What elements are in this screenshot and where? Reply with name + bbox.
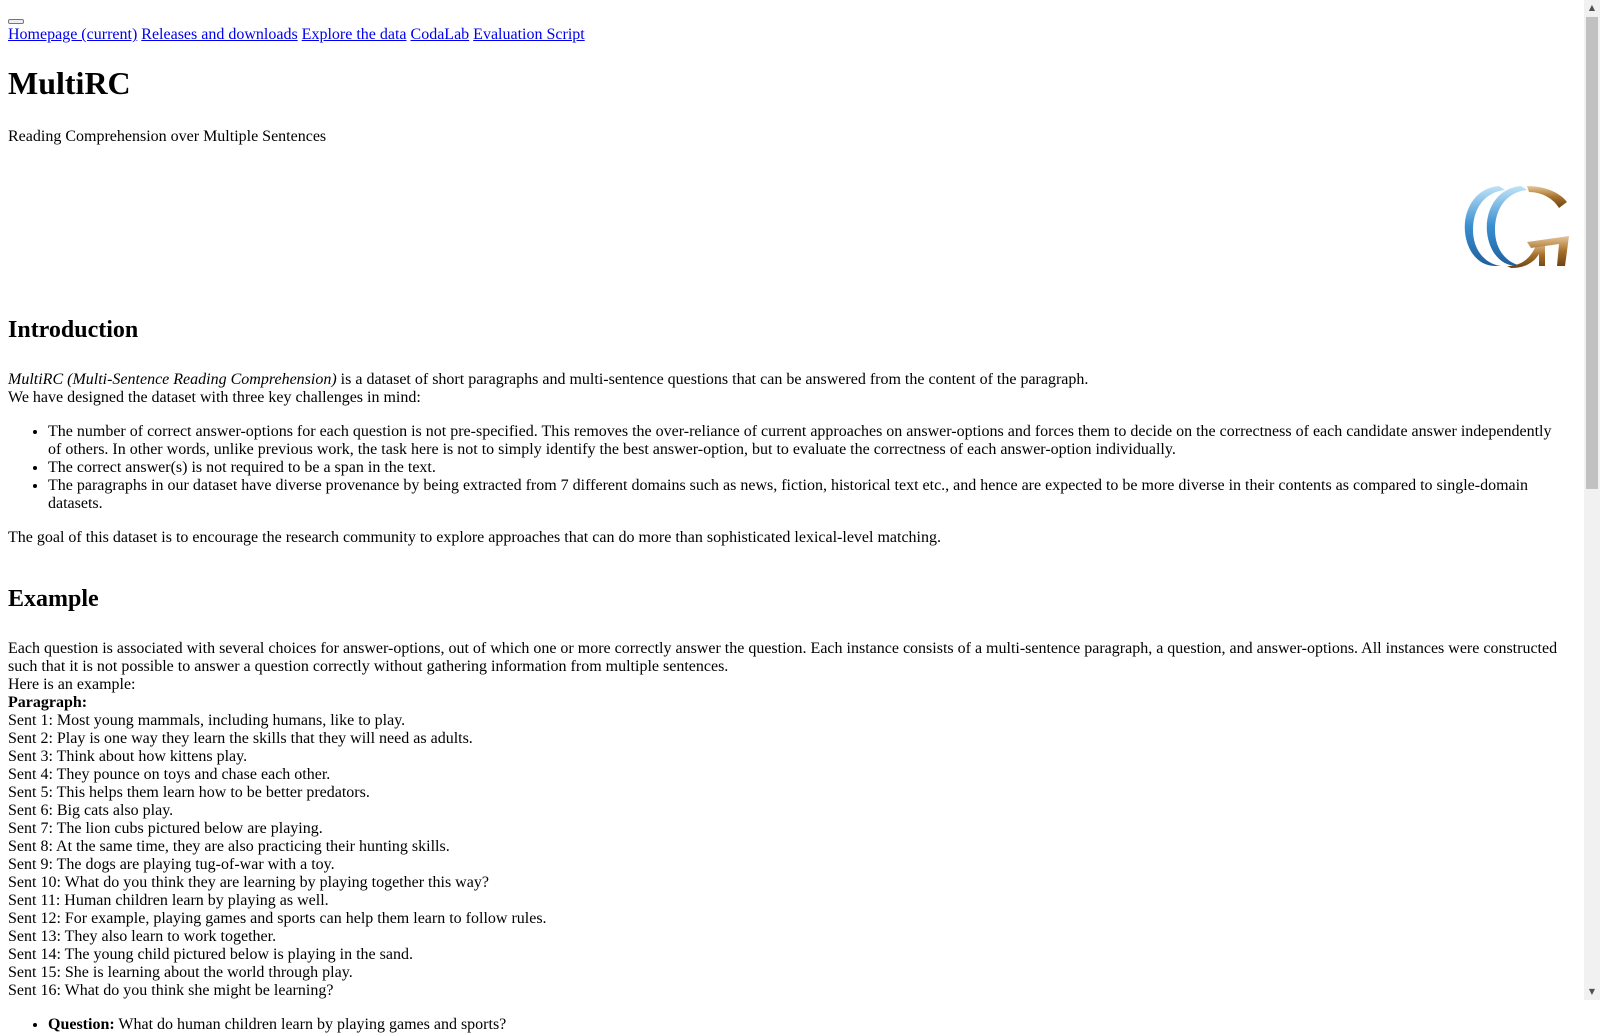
list-item: • The paragraphs in our dataset have diverse provenance by being extracted from 7 different domains such as news, fiction, historical text etc., and hence are expected to be more diverse in their contents as compared to single-domain datasets. (48, 477, 1560, 513)
scroll-up-arrow-icon[interactable]: ▲ (1588, 3, 1596, 12)
logo-row (8, 160, 1560, 280)
sentence: Sent 1: Most young mammals, including humans, like to play. (8, 712, 406, 729)
dataset-description: is a dataset of short paragraphs and multi-sentence questions that can be answered from the content of the paragraph. (336, 371, 1089, 388)
challenges-list (8, 423, 1560, 513)
page-subtitle: Reading Comprehension over Multiple Sentences (8, 128, 327, 145)
sentence: Sent 11: Human children learn by playing as well. (8, 892, 329, 909)
question-text: What do human children learn by playing games and sports? (114, 1016, 507, 1033)
paragraph-label (8, 694, 1560, 712)
scroll-down-arrow-icon[interactable]: ▼ (1588, 987, 1596, 996)
page-title: MultiRC (8, 65, 131, 101)
nav-link-evaluation-script[interactable]: Evaluation Script (473, 26, 585, 43)
nav-link-releases[interactable]: Releases and downloads (141, 26, 298, 43)
sentence: Sent 13: They also learn to work together. (8, 928, 277, 945)
introduction-heading: Introduction (8, 317, 139, 343)
sentence: Sent 7: The lion cubs pictured below are playing. (8, 820, 323, 837)
question-item (48, 1016, 1560, 1034)
top-nav (8, 26, 1560, 44)
sentence: Sent 12: For example, playing games and sports can help them learn to follow rules. (8, 910, 547, 927)
paragraph-label-text: Paragraph: (8, 694, 88, 711)
sentence: Sent 9: The dogs are playing tug-of-war with a toy. (8, 856, 335, 873)
nav-link-codalab[interactable]: CodaLab (410, 26, 470, 43)
sentence: Sent 8: At the same time, they are also practicing their hunting skills. (8, 838, 450, 855)
sentence: Sent 3: Think about how kittens play. (8, 748, 248, 765)
example-intro: Here is an example: (8, 676, 136, 693)
sentence: Sent 15: She is learning about the world through play. (8, 964, 353, 981)
intro-description (8, 371, 1560, 389)
menu-toggle-button[interactable] (8, 19, 24, 24)
vertical-scrollbar[interactable] (1584, 0, 1600, 1000)
sentence: Sent 4: They pounce on toys and chase each other. (8, 766, 331, 783)
dataset-name: MultiRC (Multi-Sentence Reading Comprehension) (8, 371, 337, 388)
example-heading: Example (8, 586, 99, 612)
question-label: Question: (48, 1016, 115, 1033)
question-list (8, 1016, 1560, 1034)
nav-link-explore[interactable]: Explore the data (301, 26, 407, 43)
challenges-intro: We have designed the dataset with three key challenges in mind: (8, 389, 421, 406)
goal-text: The goal of this dataset is to encourage the research community to explore approaches that can do more than sophisticated lexical-level matching. (8, 529, 941, 546)
nav-link-homepage[interactable]: Homepage (current) (8, 26, 138, 43)
content (0, 19, 1584, 1034)
ccg-logo-icon (1461, 180, 1569, 270)
sentence: Sent 5: This helps them learn how to be better predators. (8, 784, 370, 801)
sentence: Sent 2: Play is one way they learn the skills that they will need as adults. (8, 730, 473, 747)
sentence: Sent 10: What do you think they are learning by playing together this way? (8, 874, 489, 891)
sentence-list (8, 712, 1560, 1000)
sentence: Sent 16: What do you think she might be learning? (8, 982, 334, 999)
list-item: • The number of correct answer-options for each question is not pre-specified. This removes the over-reliance of current approaches on answer-options and forces them to decide on the correctness of each candidate answer independently of others. In other words, unlike previous work, the task here is not to simply identify the best answer-option, but to evaluate the correctness of each answer-option individually. (48, 423, 1560, 459)
sentence: Sent 14: The young child pictured below is playing in the sand. (8, 946, 413, 963)
scrollbar-thumb[interactable] (1586, 17, 1598, 489)
example-description: Each question is associated with several choices for answer-options, out of which one or more correctly answer the question. Each instance consists of a multi-sentence paragraph, a question, and answer-options. All instances were constructed such that it is not possible to answer a question correctly without gathering information from multiple sentences. (8, 640, 1558, 675)
sentence: Sent 6: Big cats also play. (8, 802, 174, 819)
list-item: • The correct answer(s) is not required to be a span in the text. (48, 459, 1560, 477)
